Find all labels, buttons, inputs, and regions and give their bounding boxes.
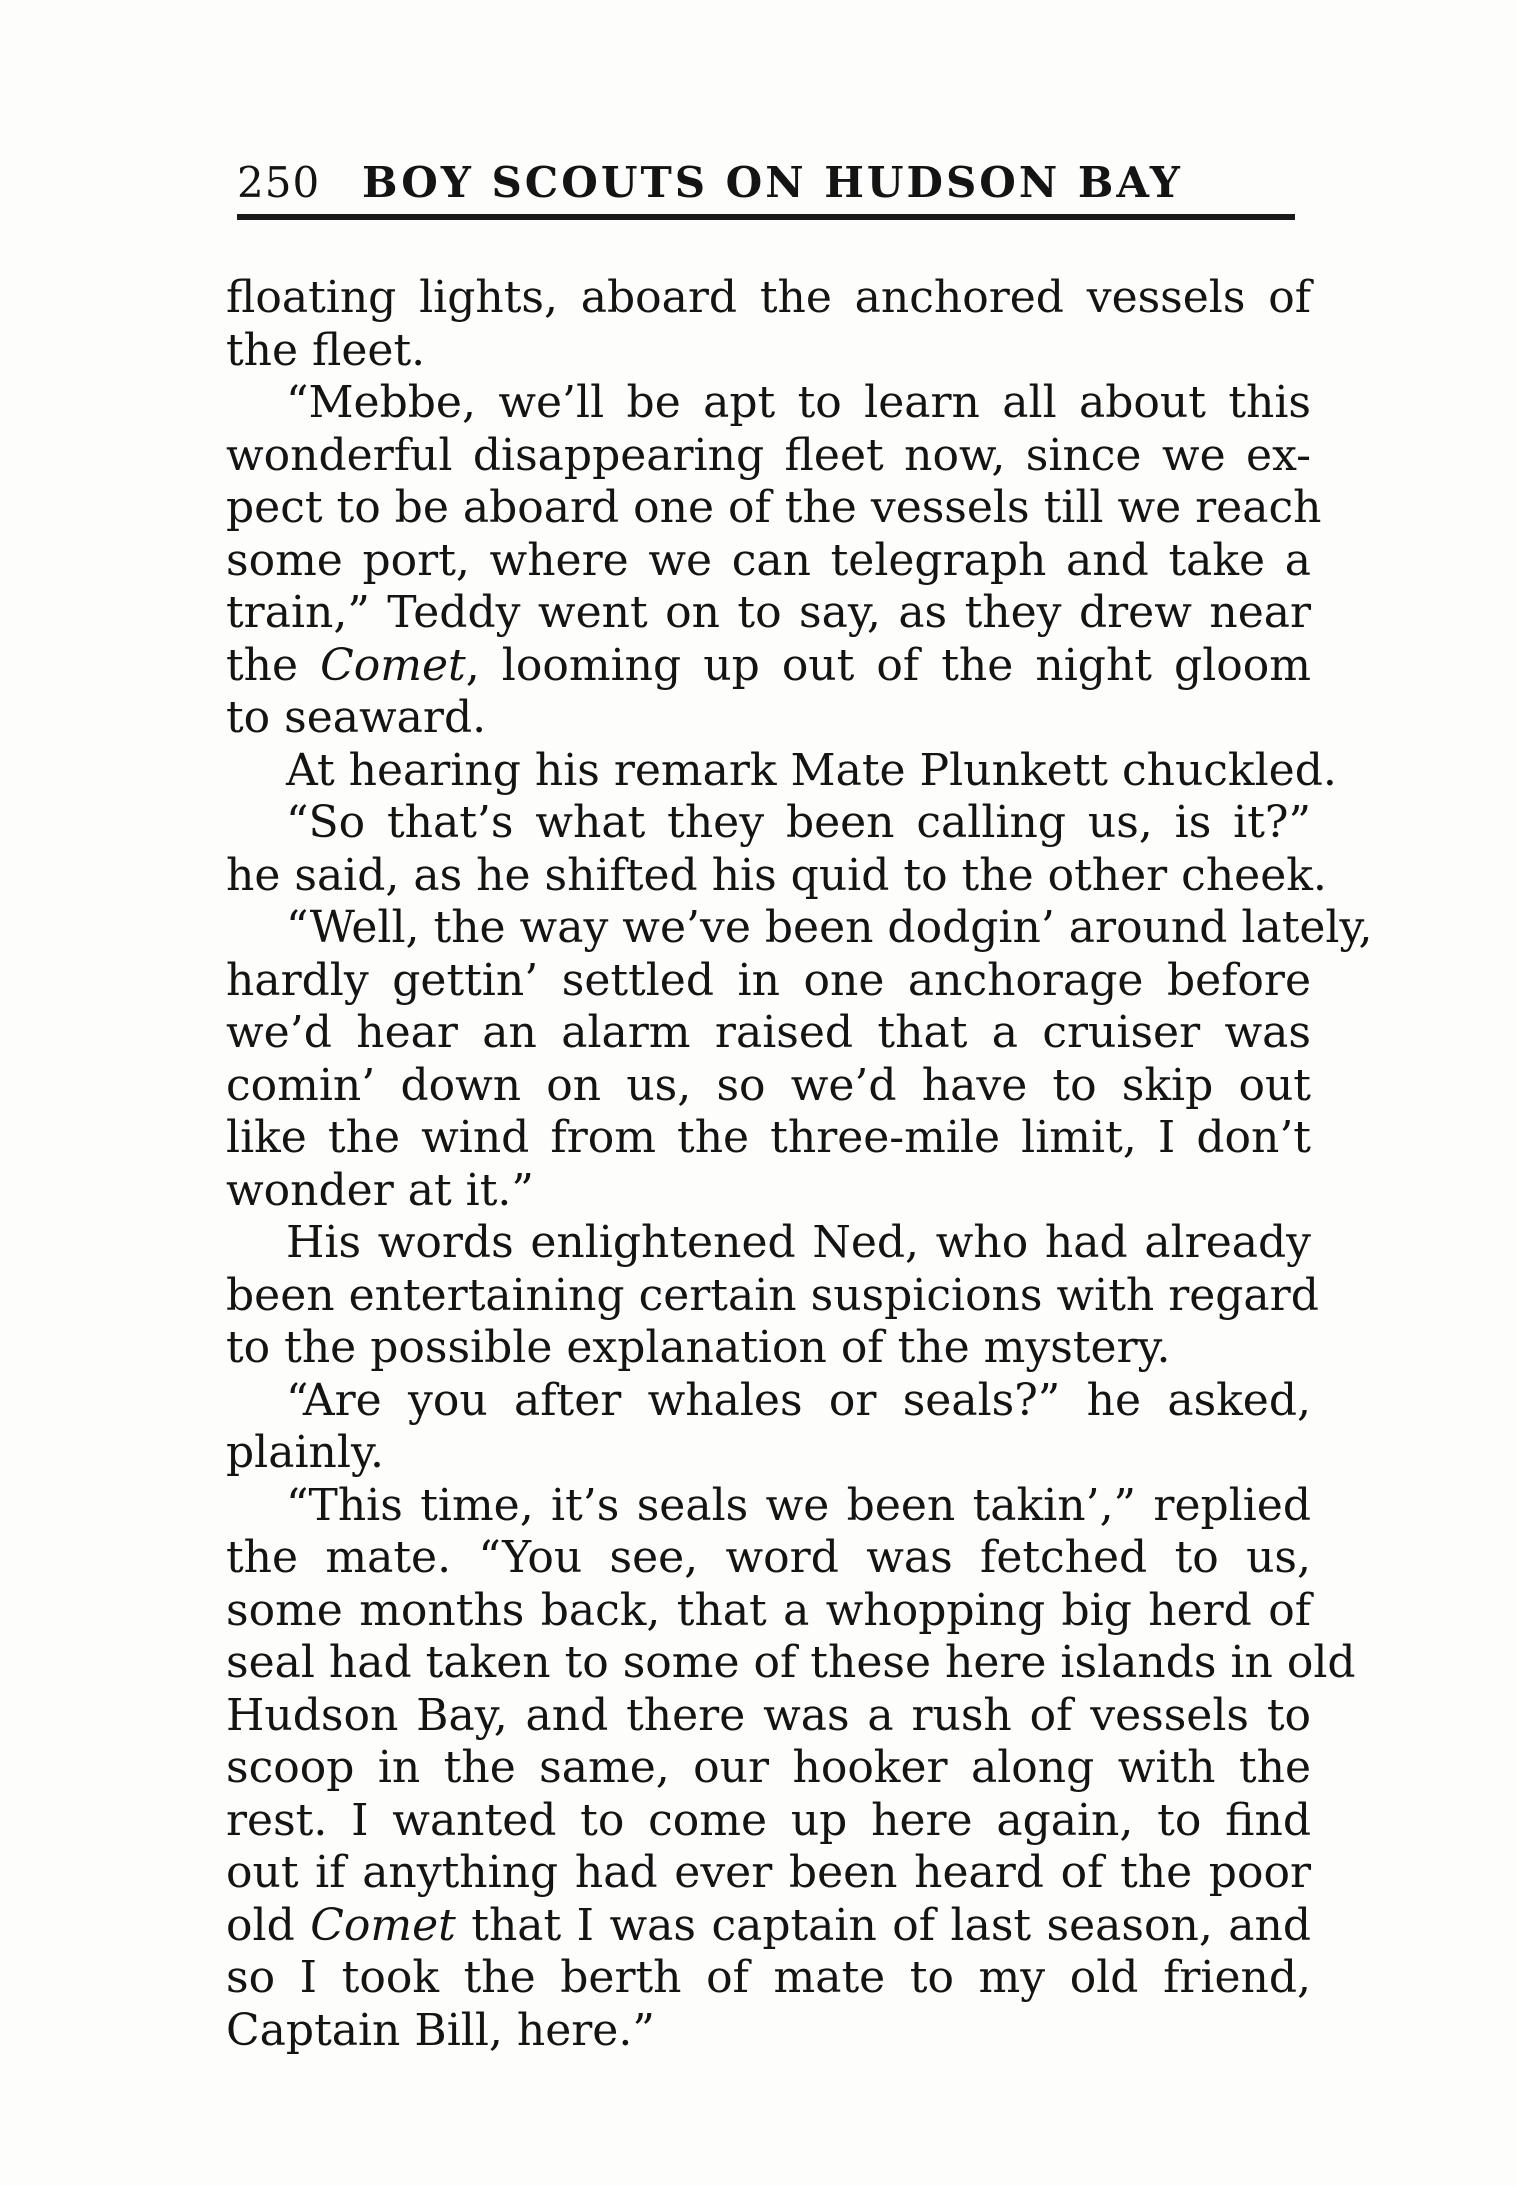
body-text	[226, 272, 1373, 2057]
text-line: “Mebbe, we’ll be apt to learn all about this	[286, 377, 1311, 428]
text-line: scoop in the same, our hooker along with the	[226, 1742, 1311, 1793]
text-line: some months back, that a whopping big herd of	[226, 1584, 1311, 1636]
text-line: wonder at it.”	[226, 1164, 534, 1216]
text-line: hardly gettin’ settled in one anchorage before	[226, 954, 1311, 1006]
text-line: Captain Bill, here.”	[226, 2004, 655, 2056]
text-line: he said, as he shifted his quid to the other cheek.	[226, 849, 1327, 901]
text-line: At hearing his remark Mate Plunkett chuckled.	[286, 744, 1337, 796]
running-head	[237, 150, 1295, 220]
text-line: some port, where we can telegraph and take a	[226, 534, 1311, 586]
text-line: floating lights, aboard the anchored vessels of	[226, 272, 1311, 323]
running-title: BOY SCOUTS ON HUDSON BAY	[362, 158, 1183, 207]
text-line: train,” Teddy went on to say, as they drew near	[226, 587, 1311, 638]
text-line: the mate. “You see, word was fetched to us,	[226, 1532, 1311, 1583]
text-line: “Are you after whales or seals?” he asked,	[286, 1374, 1311, 1426]
page-number: 250	[237, 158, 321, 207]
text-line: the Comet, looming up out of the night gloom	[226, 639, 1311, 691]
text-line: to the possible explanation of the mystery.	[226, 1322, 1171, 1373]
text-line: we’d hear an alarm raised that a cruiser was	[226, 1007, 1311, 1058]
text-line: Hudson Bay, and there was a rush of vessels to	[226, 1689, 1311, 1741]
text-line: wonderful disappearing fleet now, since we ex-	[226, 429, 1311, 481]
text-line: so I took the berth of mate to my old friend,	[226, 1952, 1311, 2003]
text-line: plainly.	[226, 1427, 384, 1478]
text-line: pect to be aboard one of the vessels till we reach	[226, 482, 1322, 533]
text-line: like the wind from the three-mile limit, I don’t	[226, 1112, 1311, 1163]
text-line: to seaward.	[226, 692, 487, 743]
text-line: “So that’s what they been calling us, is it?”	[286, 797, 1311, 848]
text-line: out if anything had ever been heard of the poor	[226, 1847, 1311, 1898]
text-line: His words enlightened Ned, who had already	[286, 1217, 1311, 1268]
text-line: been entertaining certain suspicions with regard	[226, 1269, 1319, 1321]
text-line: comin’ down on us, so we’d have to skip out	[226, 1059, 1311, 1111]
text-line: seal had taken to some of these here islands in old	[226, 1637, 1356, 1688]
text-line: the fleet.	[226, 324, 426, 376]
text-line: old Comet that I was captain of last season, and	[226, 1899, 1312, 1951]
text-line: rest. I wanted to come up here again, to find	[226, 1794, 1311, 1846]
text-line: “This time, it’s seals we been takin’,” replied	[286, 1479, 1311, 1531]
text-line: “Well, the way we’ve been dodgin’ around lately,	[286, 902, 1373, 953]
